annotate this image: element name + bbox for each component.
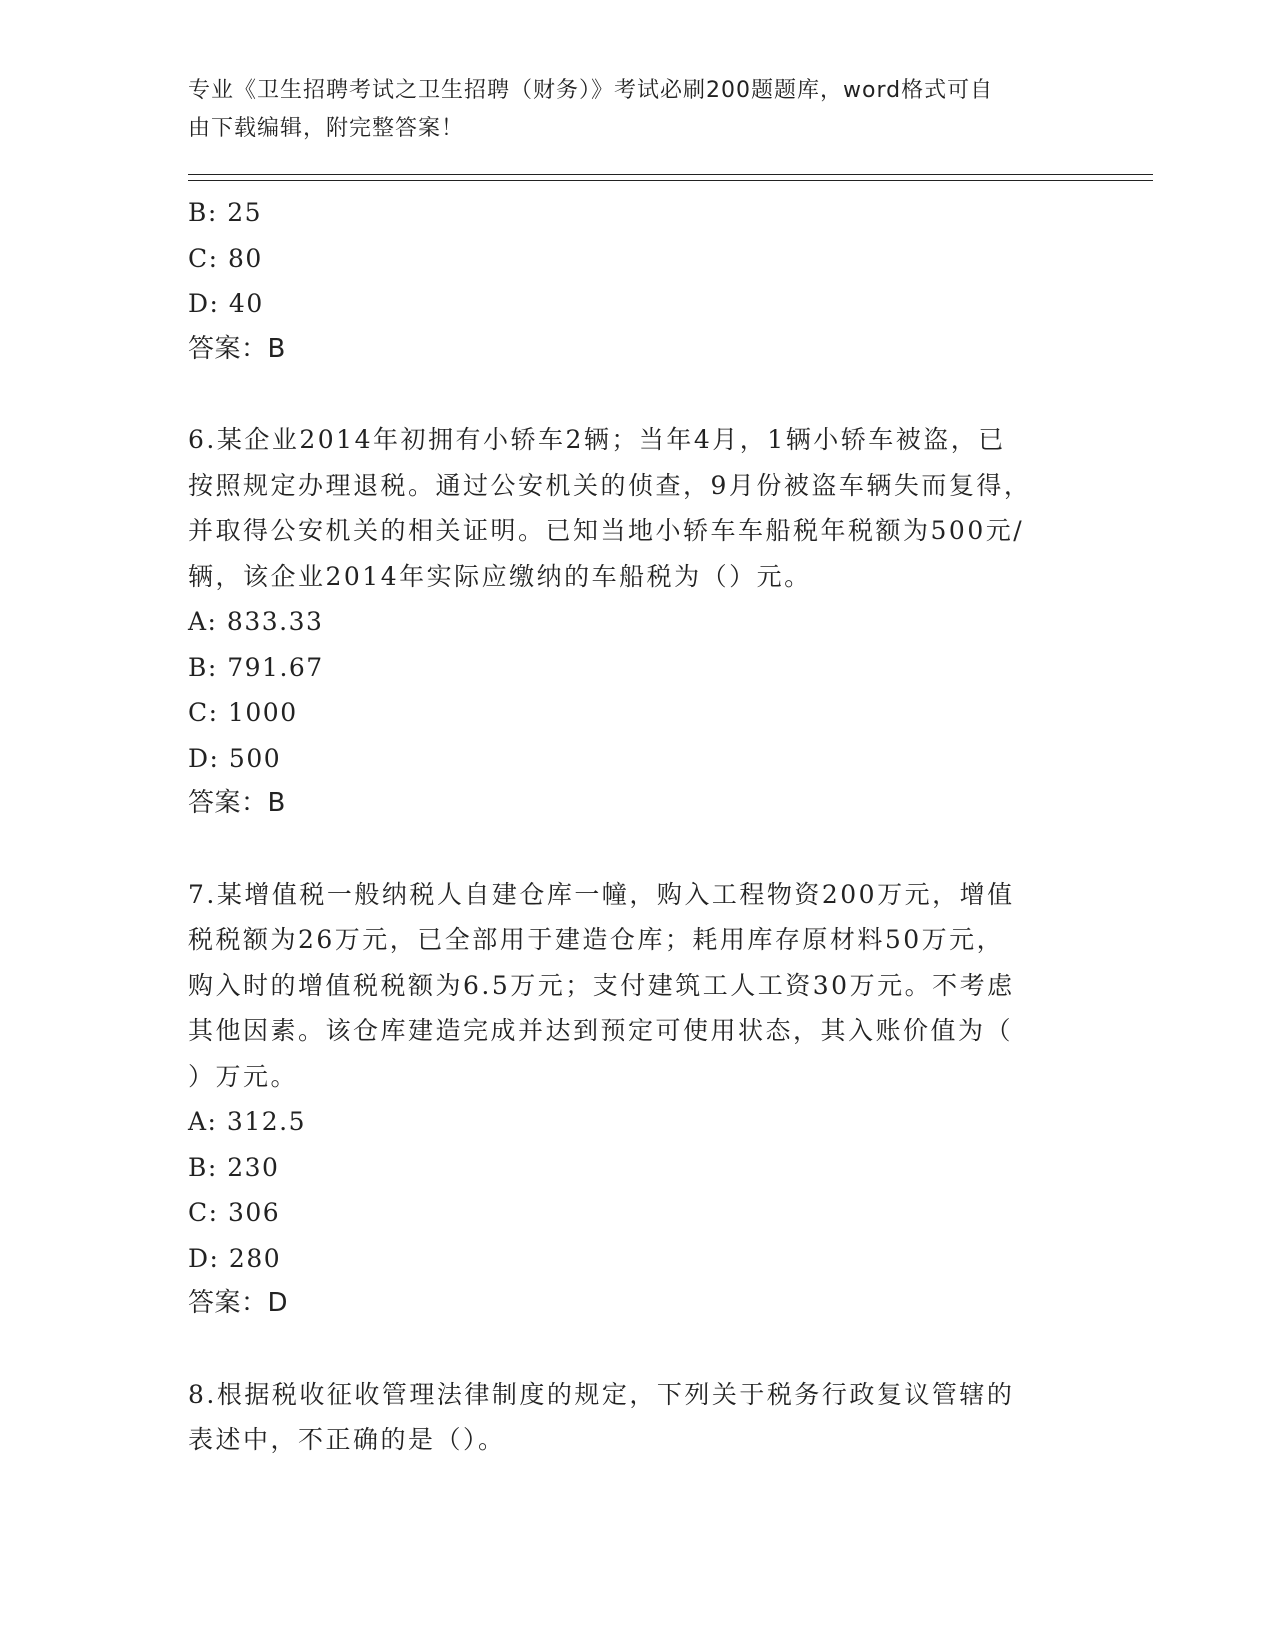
question-text-line: 并取得公安机关的相关证明。已知当地小轿车车船税年税额为500元/ [188,516,1025,545]
question-text-line: 表述中，不正确的是（）。 [188,1425,506,1454]
spacer [188,1327,1078,1372]
option-a: A: 833.33 [188,607,324,636]
question-text-line: 8.根据税收征收管理法律制度的规定，下列关于税务行政复议管辖的 [188,1379,1015,1409]
option-c: C: 306 [188,1198,281,1227]
option-a: A: 312.5 [188,1107,306,1136]
option-c: C: 1000 [188,698,298,727]
header-divider-top [188,174,1153,175]
header-line-2: 由下载编辑，附完整答案！ [188,116,465,141]
header-line-1: 专业《卫生招聘考试之卫生招聘（财务）》考试必刷200题题库，word格式可自 [188,78,994,103]
question-text-line: 其他因素。该仓库建造完成并达到预定可使用状态，其入账价值为（ [188,1016,1014,1045]
option-c: C: 80 [188,243,263,273]
question-8 [188,1372,1078,1463]
option-d: D: 500 [188,743,282,773]
option-b: B: 230 [188,1152,280,1182]
question-7 [188,872,1078,1327]
document-body [188,190,1078,1463]
document-header [188,72,1068,148]
question-text-line: 按照规定办理退税。通过公安机关的侦查，9月份被盗车辆失而复得， [188,470,1032,500]
option-d: D: 280 [188,1243,282,1273]
question-text-line: 7.某增值税一般纳税人自建仓库一幢，购入工程物资200万元，增值 [188,879,1015,909]
answer: 答案：D [188,1288,289,1318]
option-b: B: 25 [188,198,263,227]
spacer [188,827,1078,872]
question-text-line: 辆，该企业2014年实际应缴纳的车船税为（）元。 [188,561,812,591]
answer: 答案：B [188,333,286,364]
question-6 [188,417,1078,827]
question-text-line: 6.某企业2014年初拥有小轿车2辆；当年4月，1辆小轿车被盗，已 [188,425,1006,454]
prev-question [188,190,1078,372]
option-d: D: 40 [188,289,264,318]
question-text-line: 税税额为26万元，已全部用于建造仓库；耗用库存原材料50万元， [188,925,1005,954]
question-text-line: ）万元。 [188,1061,299,1091]
spacer [188,372,1078,417]
header-divider-bottom [188,180,1153,181]
option-b: B: 791.67 [188,652,324,682]
answer: 答案：B [188,788,286,818]
question-text-line: 购入时的增值税税额为6.5万元；支付建筑工人工资30万元。不考虑 [188,970,1015,1000]
